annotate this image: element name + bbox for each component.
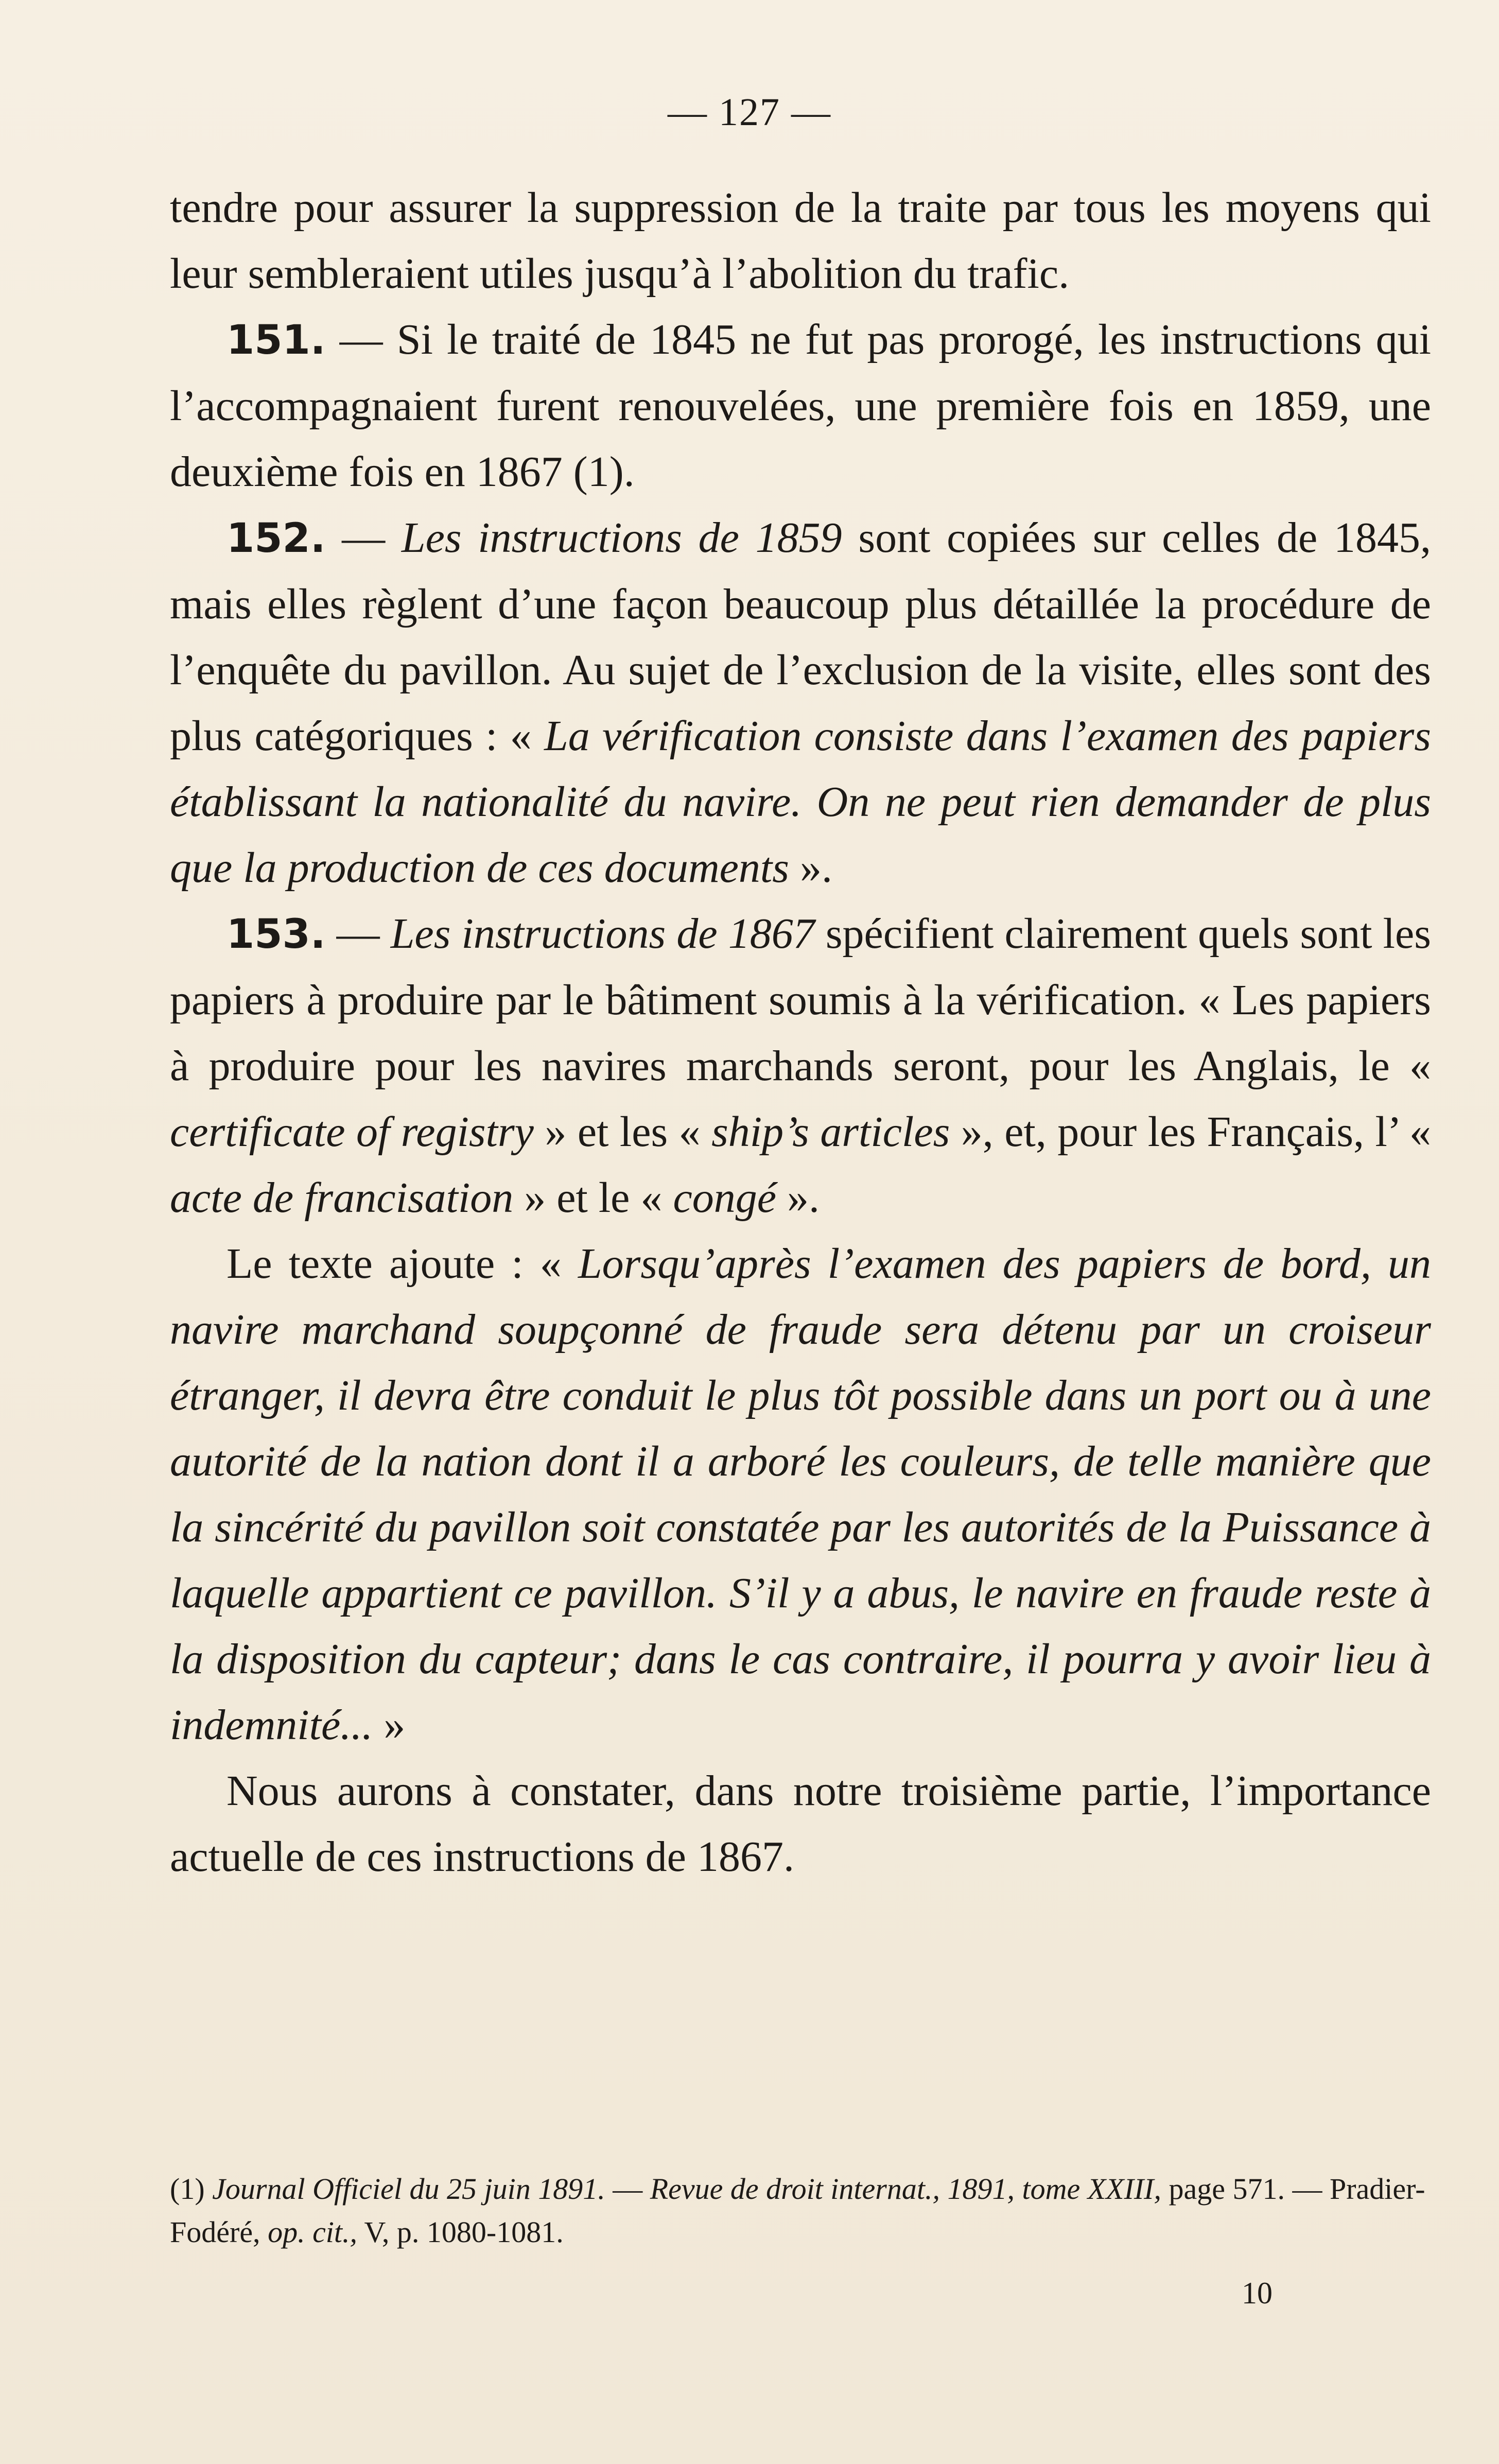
italic-quote: La vérification consiste dans l’examen des papiers établissant la nationalité du navire. On ne peut rien demander de plus que la production de ces documents bbox=[170, 712, 1431, 892]
paragraph-153 bbox=[170, 901, 1431, 1231]
section-number: 153. bbox=[226, 911, 326, 958]
footnote-italic: op. cit., bbox=[268, 2215, 358, 2249]
paragraph-conclusion bbox=[170, 1758, 1431, 1890]
italic-phrase: Les instructions de 1859 bbox=[401, 514, 842, 562]
paragraph-text: », et, pour les Français, l’ « bbox=[950, 1108, 1432, 1156]
paragraph-continuation bbox=[170, 175, 1431, 307]
signature-mark: 10 bbox=[1242, 2276, 1273, 2310]
footnote-italic: Journal Officiel du 25 juin 1891. bbox=[212, 2172, 605, 2206]
paragraph-text: Nous aurons à constater, dans notre troisième partie, l’importance actuelle de ces instructions de 1867. bbox=[170, 1767, 1431, 1881]
quote-end: ». bbox=[789, 844, 832, 892]
footnote-italic: Revue de droit internat., 1891, tome XXIII, bbox=[650, 2172, 1161, 2206]
paragraph-text: — Si le traité de 1845 ne fut pas prorogé, les instructions qui l’accompagnaient furent renouvelées, une première fois en 1859, une deuxième fois en 1867 (1). bbox=[170, 316, 1431, 496]
footnote-text: V, p. 1080-1081. bbox=[357, 2215, 564, 2249]
paragraph-text: » et les « bbox=[533, 1108, 712, 1156]
paragraph-text: tendre pour assurer la suppression de la traite par tous les moyens qui leur sembleraient utiles jusqu’à l’abolition du trafic. bbox=[170, 184, 1431, 298]
paragraph-texte-ajoute bbox=[170, 1231, 1431, 1758]
footnote-dash: — bbox=[605, 2172, 650, 2206]
footnote bbox=[170, 2167, 1431, 2254]
section-number: 151. bbox=[226, 317, 326, 363]
footnote-text: page 571. — Pradier-Fodéré, bbox=[170, 2172, 1425, 2249]
italic-term: certificate of registry bbox=[170, 1108, 534, 1156]
paragraph-text: spécifient clairement quels sont les papiers à produire par le bâtiment soumis à la vérification. « Les papiers à produire pour les navires marchands seront, pour les Anglais, le « bbox=[170, 910, 1431, 1090]
italic-quote: Lorsqu’après l’examen des papiers de bord, un navire marchand soupçonné de fraude sera détenu par un croiseur étranger, il devra être conduit le plus tôt possible dans un port ou à une autorité de la nation dont il a arboré les couleurs, de telle manière que la sincérité du pavillon soit constatée par les autorités de la Puissance à laquelle appartient ce pavillon. S’il y a abus, le navire en fraude reste à la disposition du capteur; dans le cas contraire, il pourra y avoir lieu à indemnité... bbox=[170, 1240, 1431, 1749]
italic-term: ship’s articles bbox=[711, 1108, 950, 1156]
italic-term: congé bbox=[673, 1174, 777, 1222]
section-number: 152. bbox=[226, 515, 326, 562]
quote-end: » bbox=[373, 1701, 406, 1749]
italic-term: acte de francisation bbox=[170, 1174, 514, 1222]
italic-phrase: Les instructions de 1867 bbox=[390, 910, 815, 958]
main-text bbox=[170, 175, 1431, 1890]
paragraph-152 bbox=[170, 505, 1431, 901]
paragraph-text: ». bbox=[776, 1174, 820, 1222]
footnote-marker: (1) bbox=[170, 2172, 213, 2206]
paragraph-text: Le texte ajoute : « bbox=[226, 1240, 578, 1288]
dash: — bbox=[325, 514, 402, 562]
paragraph-text: sont copiées sur celles de 1845, mais elles règlent d’une façon beaucoup plus détaillée la procédure de l’enquête du pavillon. Au sujet de l’exclusion de la visite, elles sont des plus catégoriques : « bbox=[170, 514, 1431, 760]
page-number-header: — 127 — bbox=[668, 91, 831, 134]
paragraph-151 bbox=[170, 307, 1431, 505]
paragraph-text: » et le « bbox=[513, 1174, 673, 1222]
dash: — bbox=[325, 910, 391, 958]
